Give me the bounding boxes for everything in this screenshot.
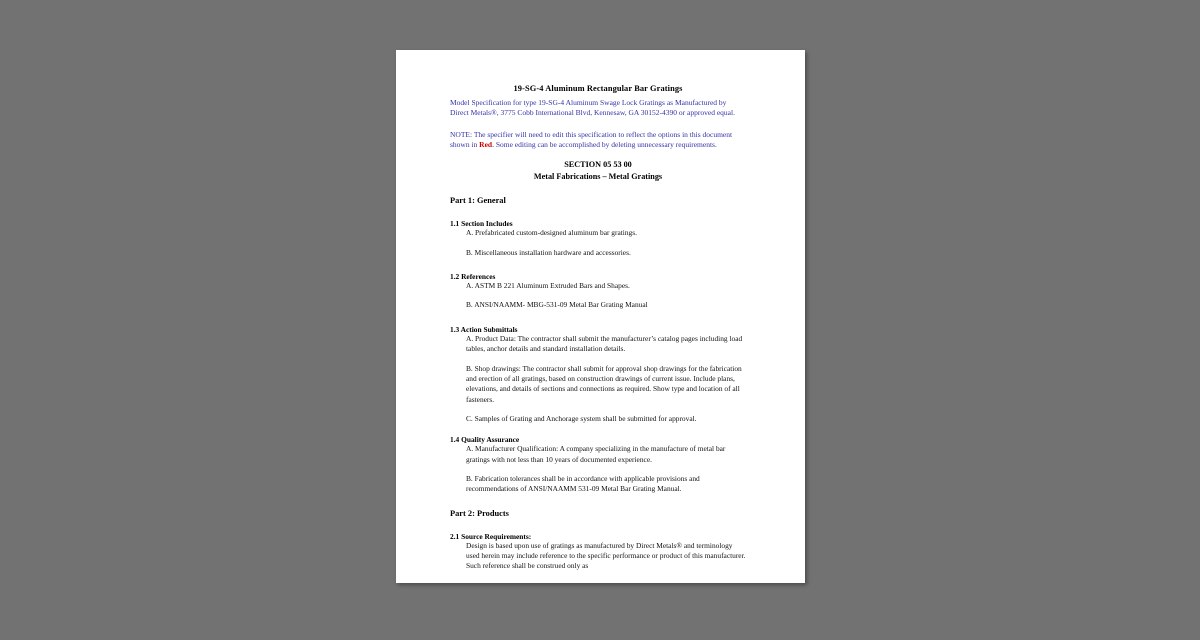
- intro-note-line-2: by Direct Metals®, 3775 Cobb International Blvd, Kennesaw, GA 30152-4390 or: [450, 97, 727, 118]
- document-page: [396, 50, 805, 583]
- clause-1-2-heading: 1.2 References: [450, 272, 496, 282]
- section-number: SECTION 05 53 00: [564, 160, 632, 170]
- page-content: [450, 84, 746, 572]
- clause-1-4-item-a: A. Manufacturer Qualification: A company specializing in the manufacture of metal bar gratings with not less than 10 years of documented experience.: [466, 444, 726, 464]
- part-1-heading: Part 1: General: [450, 196, 506, 206]
- clause-1-3-item-c: C. Samples of Grating and Anchorage system shall be submitted for approval.: [466, 413, 697, 423]
- editor-note-highlight: Red: [479, 140, 493, 150]
- intro-note-line-1: Model Specification for type 19-SG-4 Aluminum Swage Lock Gratings as Manufactured: [450, 97, 718, 107]
- clause-1-1-item-b: B. Miscellaneous installation hardware and accessories.: [466, 247, 631, 257]
- intro-note: [450, 98, 746, 119]
- clause-2-1-item-text: Design is based upon use of gratings as manufactured by Direct Metals® and terminology used herein may include reference to the specific performance or product of this manufacturer. Such reference shall be construed only as: [466, 540, 746, 571]
- clause-1-4-item-b: B. Fabrication tolerances shall be in accordance with applicable provisions and recommendations of ANSI/NAAMM 531-09 Metal Bar Grating Manual.: [466, 474, 700, 494]
- clause-1-3-item-b: B. Shop drawings: The contractor shall submit for approval shop drawings for the fabrication and erection of all gratings, based on construction drawings of current issue. Include plans, elevations, and details of sections and connections as required. Show type and location of all fasteners.: [466, 363, 742, 404]
- clause-1-3-item-a: A. Product Data: The contractor shall submit the manufacturer’s catalog pages including load tables, anchor details and standard installation details.: [466, 333, 743, 354]
- document-title: 19-SG-4 Aluminum Rectangular Bar Gratings: [513, 84, 683, 93]
- clause-1-2-item-a: A. ASTM B 221 Aluminum Extruded Bars and Shapes.: [466, 281, 630, 291]
- clause-1-4-heading: 1.4 Quality Assurance: [450, 435, 520, 445]
- clause-1-3-heading: 1.3 Action Submittals: [450, 324, 518, 334]
- editor-note-after: . Some editing can be accomplished by deleting unnecessary requirements.: [492, 140, 717, 150]
- intro-note-line-3: approved equal.: [687, 108, 735, 118]
- clause-1-1-heading: 1.1 Section Includes: [450, 219, 513, 229]
- clause-1-1-item-a: A. Prefabricated custom-designed aluminum bar gratings.: [466, 228, 637, 238]
- clause-1-2-item-b: B. ANSI/NAAMM- MBG-531-09 Metal Bar Grating Manual: [466, 300, 648, 310]
- part-2-heading: Part 2: Products: [450, 508, 509, 518]
- editor-note: [450, 130, 746, 151]
- clause-2-1-heading: 2.1 Source Requirements:: [450, 531, 532, 541]
- section-title: Metal Fabrications – Metal Gratings: [533, 171, 663, 181]
- editor-note-before: NOTE: The specifier will need to edit this specification to reflect the options in this document shown in: [450, 129, 733, 150]
